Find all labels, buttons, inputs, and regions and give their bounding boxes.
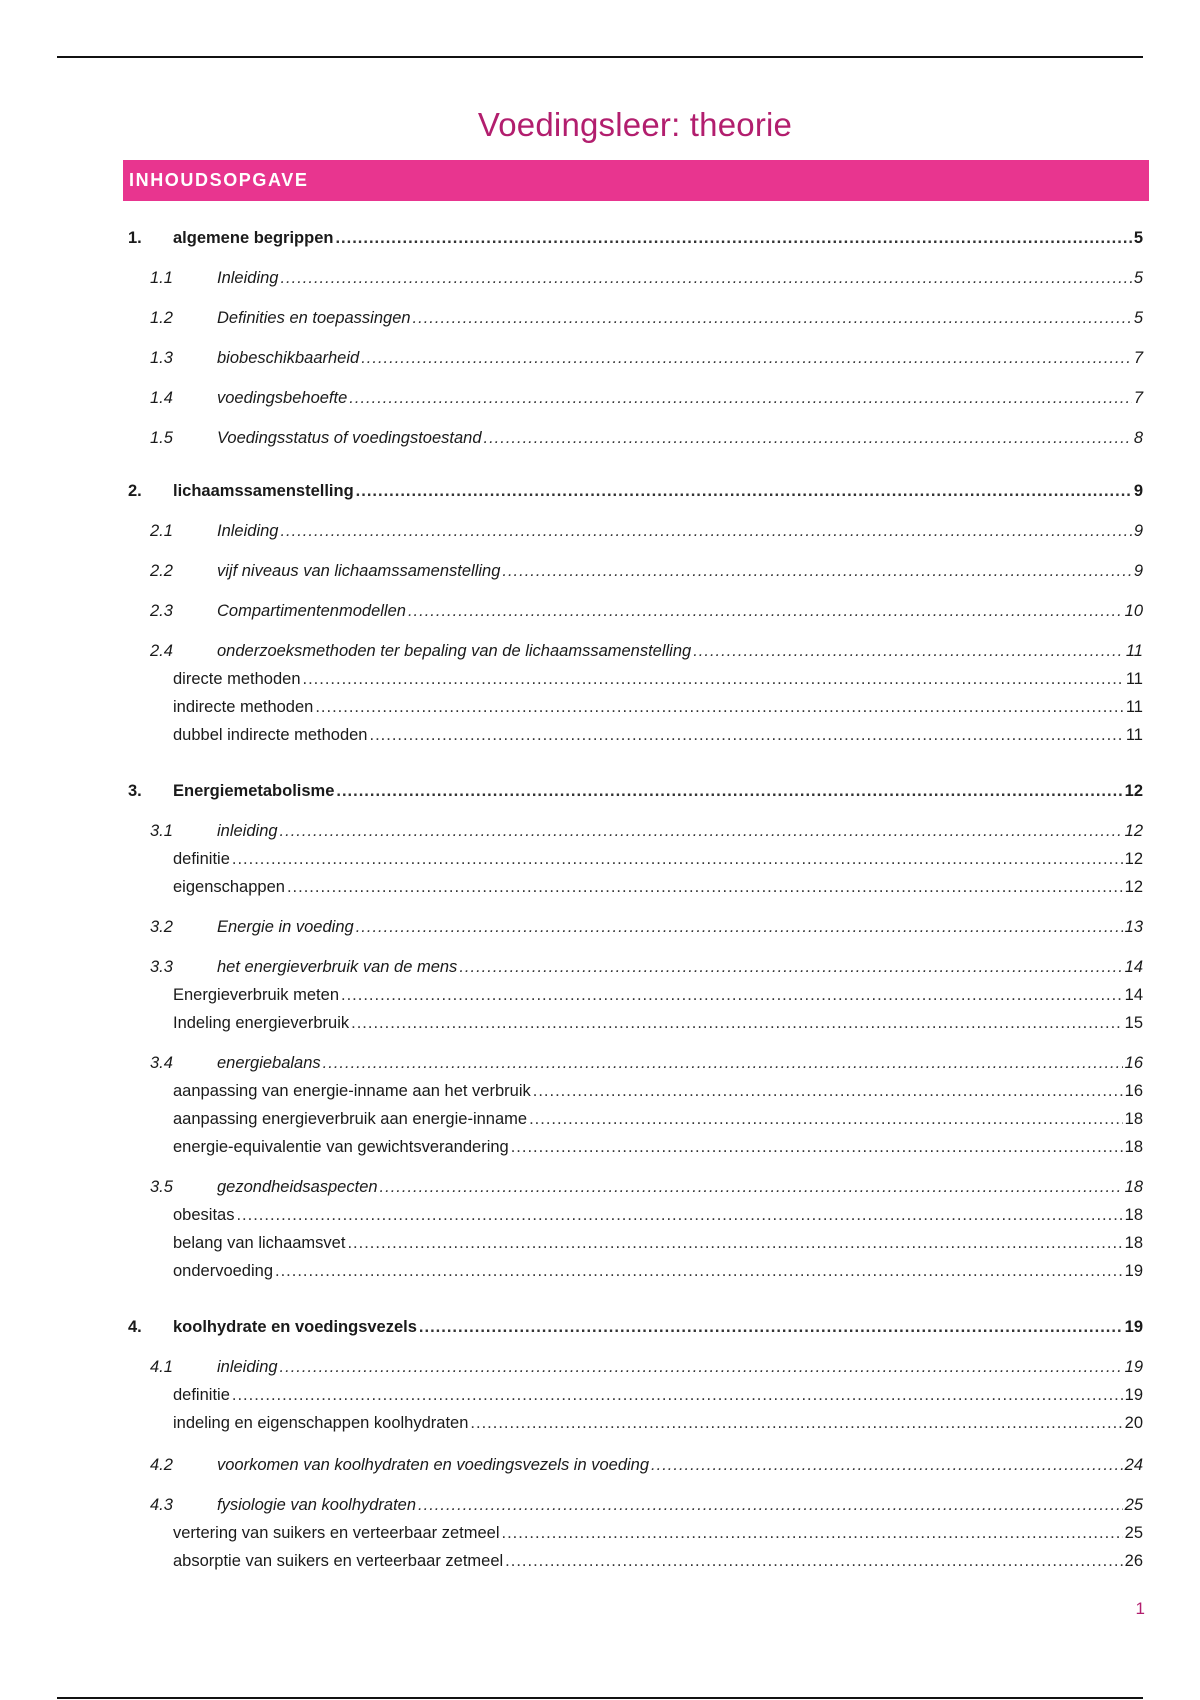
toc-page-number: 19 (1124, 1386, 1143, 1404)
toc-page-number: 11 (1125, 642, 1143, 660)
toc-section[interactable] (0, 599, 1200, 623)
toc-page-number: 12 (1124, 822, 1143, 840)
toc-page-number: 5 (1133, 309, 1143, 327)
toc-page-number: 25 (1124, 1496, 1143, 1514)
toc-title: absorptie van suikers en verteerbaar zetmeel (173, 1552, 504, 1570)
toc-title: vijf niveaus van lichaamssamenstelling (217, 562, 501, 580)
toc-leader-dots (470, 1411, 1122, 1435)
toc-number: 2.1 (150, 522, 173, 540)
toc-section[interactable] (0, 559, 1200, 583)
toc-number: 3. (128, 782, 142, 800)
toc-leader-dots (529, 1107, 1123, 1131)
toc-page-number: 7 (1133, 349, 1143, 367)
toc-title: aanpassing energieverbruik aan energie-inname (173, 1110, 528, 1128)
toc-section[interactable] (0, 346, 1200, 370)
toc-leader-dots (502, 559, 1131, 583)
toc-subsection[interactable] (0, 983, 1200, 1007)
toc-title: Inleiding (217, 522, 279, 540)
toc-title: voorkomen van koolhydraten en voedingsvezels in voeding (217, 1456, 650, 1474)
toc-chapter[interactable] (0, 1315, 1200, 1339)
toc-subsection[interactable] (0, 1203, 1200, 1227)
toc-number: 2.2 (150, 562, 173, 580)
toc-title: aanpassing van energie-inname aan het verbruik (173, 1082, 531, 1100)
toc-leader-dots (236, 1203, 1122, 1227)
toc-title: onderzoeksmethoden ter bepaling van de lichaamssamenstelling (217, 642, 692, 660)
toc-leader-dots (351, 1011, 1123, 1035)
toc-title: Energie in voeding (217, 918, 354, 936)
toc-subsection[interactable] (0, 1135, 1200, 1159)
toc-number: 4.2 (150, 1456, 173, 1474)
toc-page-number: 19 (1124, 1318, 1143, 1336)
toc-number: 2. (128, 482, 142, 500)
toc-leader-dots (315, 695, 1124, 719)
toc-title: Voedingsstatus of voedingstoestand (217, 429, 482, 447)
toc-number: 3.4 (150, 1054, 173, 1072)
toc-section[interactable] (0, 519, 1200, 543)
toc-page-number: 11 (1125, 698, 1143, 716)
toc-page-number: 5 (1133, 269, 1143, 287)
toc-title: eigenschappen (173, 878, 285, 896)
toc-page-number: 18 (1124, 1234, 1143, 1252)
toc-page-number: 10 (1124, 602, 1143, 620)
toc-title: biobeschikbaarheid (217, 349, 360, 367)
toc-number: 3.1 (150, 822, 173, 840)
toc-page-number: 14 (1124, 986, 1143, 1004)
toc-title: fysiologie van koolhydraten (217, 1496, 417, 1514)
toc-subsection[interactable] (0, 695, 1200, 719)
toc-leader-dots (349, 386, 1132, 410)
toc-leader-dots (419, 1315, 1123, 1339)
toc-title: Inleiding (217, 269, 279, 287)
toc-section[interactable] (0, 955, 1200, 979)
toc-title: obesitas (173, 1206, 235, 1224)
toc-page-number: 11 (1125, 670, 1143, 688)
toc-leader-dots (413, 306, 1132, 330)
toc-number: 1.4 (150, 389, 173, 407)
toc-leader-dots (323, 1051, 1123, 1075)
toc-subsection[interactable] (0, 1259, 1200, 1283)
toc-page-number: 18 (1124, 1178, 1143, 1196)
toc-page-number: 16 (1124, 1054, 1143, 1072)
toc-leader-dots (303, 667, 1124, 691)
toc-title: inleiding (217, 1358, 278, 1376)
toc-leader-dots (280, 266, 1131, 290)
toc-leader-dots (341, 983, 1123, 1007)
toc-leader-dots (484, 426, 1132, 450)
toc-title: gezondheidsaspecten (217, 1178, 378, 1196)
toc-page-number: 12 (1124, 850, 1143, 868)
toc-subsection[interactable] (0, 1521, 1200, 1545)
toc-title: ondervoeding (173, 1262, 273, 1280)
toc-section[interactable] (0, 915, 1200, 939)
toc-number: 3.2 (150, 918, 173, 936)
toc-title: Indeling energieverbruik (173, 1014, 350, 1032)
toc-title: Compartimentenmodellen (217, 602, 406, 620)
toc-leader-dots (287, 875, 1123, 899)
toc-section[interactable] (0, 1493, 1200, 1517)
toc-page-number: 26 (1124, 1552, 1143, 1570)
toc-page-number: 9 (1133, 562, 1143, 580)
toc-title: energie-equivalentie van gewichtsverandering (173, 1138, 509, 1156)
toc-title: Energieverbruik meten (173, 986, 339, 1004)
toc-leader-dots (502, 1521, 1123, 1545)
toc-leader-dots (232, 1383, 1123, 1407)
toc-page-number: 12 (1124, 878, 1143, 896)
toc-number: 2.3 (150, 602, 173, 620)
toc-title: directe methoden (173, 670, 301, 688)
toc-number: 3.3 (150, 958, 173, 976)
toc-section[interactable] (0, 1175, 1200, 1199)
toc-page-number: 8 (1133, 429, 1143, 447)
toc-title: koolhydrate en voedingsvezels (173, 1318, 417, 1336)
toc-section[interactable] (0, 1355, 1200, 1379)
toc-page-number: 24 (1124, 1456, 1143, 1474)
toc-page-number: 12 (1124, 782, 1143, 800)
toc-leader-dots (651, 1453, 1123, 1477)
toc-title: definitie (173, 850, 230, 868)
toc-page-number: 14 (1124, 958, 1143, 976)
toc-heading: INHOUDSOPGAVE (123, 160, 1149, 201)
toc-page-number: 20 (1124, 1414, 1143, 1432)
toc-number: 1. (128, 229, 142, 247)
toc-number: 4.1 (150, 1358, 173, 1376)
toc-leader-dots (280, 1355, 1123, 1379)
toc-subsection[interactable] (0, 1549, 1200, 1573)
toc-leader-dots (533, 1079, 1123, 1103)
toc-number: 1.3 (150, 349, 173, 367)
toc-leader-dots (275, 1259, 1123, 1283)
toc-page-number: 16 (1124, 1082, 1143, 1100)
toc-page-number: 5 (1133, 229, 1143, 247)
toc-leader-dots (336, 779, 1122, 803)
header-rule (57, 56, 1143, 58)
toc-title: Energiemetabolisme (173, 782, 335, 800)
toc-leader-dots (380, 1175, 1123, 1199)
toc-leader-dots (280, 819, 1123, 843)
toc-section[interactable] (0, 819, 1200, 843)
toc-chapter[interactable] (0, 479, 1200, 503)
page-number: 1 (1135, 1599, 1145, 1618)
toc-leader-dots (369, 723, 1123, 747)
toc-section[interactable] (0, 639, 1200, 663)
toc-title: energiebalans (217, 1054, 321, 1072)
toc-leader-dots (356, 479, 1132, 503)
toc-leader-dots (335, 226, 1131, 250)
document-title: Voedingsleer: theorie (477, 106, 793, 143)
toc-page-number: 18 (1124, 1206, 1143, 1224)
toc-number: 3.5 (150, 1178, 173, 1196)
toc-page-number: 18 (1124, 1138, 1143, 1156)
toc-page-number: 18 (1124, 1110, 1143, 1128)
toc-leader-dots (511, 1135, 1123, 1159)
toc-leader-dots (408, 599, 1123, 623)
toc-title: algemene begrippen (173, 229, 334, 247)
toc-number: 2.4 (150, 642, 173, 660)
toc-page-number: 9 (1133, 482, 1143, 500)
toc-leader-dots (356, 915, 1123, 939)
toc-subsection[interactable] (0, 1411, 1200, 1435)
toc-subsection[interactable] (0, 1383, 1200, 1407)
toc-leader-dots (459, 955, 1122, 979)
toc-title: indeling en eigenschappen koolhydraten (173, 1414, 469, 1432)
toc-page-number: 9 (1133, 522, 1143, 540)
toc-subsection[interactable] (0, 723, 1200, 747)
toc-page-number: 19 (1124, 1358, 1143, 1376)
toc-title: Definities en toepassingen (217, 309, 411, 327)
toc-subsection[interactable] (0, 847, 1200, 871)
toc-chapter[interactable] (0, 226, 1200, 250)
toc-leader-dots (232, 847, 1123, 871)
toc-leader-dots (505, 1549, 1122, 1573)
toc-subsection[interactable] (0, 1231, 1200, 1255)
toc-title: het energieverbruik van de mens (217, 958, 458, 976)
toc-number: 4. (128, 1318, 142, 1336)
toc-section[interactable] (0, 266, 1200, 290)
toc-title: indirecte methoden (173, 698, 314, 716)
toc-leader-dots (347, 1231, 1122, 1255)
toc-title: dubbel indirecte methoden (173, 726, 368, 744)
toc-leader-dots (418, 1493, 1123, 1517)
toc-title: belang van lichaamsvet (173, 1234, 346, 1252)
toc-subsection[interactable] (0, 667, 1200, 691)
toc-number: 1.2 (150, 309, 173, 327)
toc-title: inleiding (217, 822, 278, 840)
toc-title: definitie (173, 1386, 230, 1404)
toc-section[interactable] (0, 386, 1200, 410)
toc-page-number: 15 (1124, 1014, 1143, 1032)
toc-subsection[interactable] (0, 1079, 1200, 1103)
footer-rule (57, 1697, 1143, 1699)
toc-title: lichaamssamenstelling (173, 482, 354, 500)
toc-section[interactable] (0, 306, 1200, 330)
toc-number: 1.1 (150, 269, 173, 287)
toc-section[interactable] (0, 426, 1200, 450)
toc-section[interactable] (0, 1051, 1200, 1075)
toc-number: 4.3 (150, 1496, 173, 1514)
toc-leader-dots (280, 519, 1131, 543)
toc-title: voedingsbehoefte (217, 389, 348, 407)
toc-page-number: 7 (1133, 389, 1143, 407)
toc-section[interactable] (0, 1453, 1200, 1477)
toc-title: vertering van suikers en verteerbaar zetmeel (173, 1524, 500, 1542)
toc-number: 1.5 (150, 429, 173, 447)
toc-subsection[interactable] (0, 875, 1200, 899)
toc-leader-dots (693, 639, 1124, 663)
toc-subsection[interactable] (0, 1011, 1200, 1035)
toc-chapter[interactable] (0, 779, 1200, 803)
toc-page-number: 13 (1124, 918, 1143, 936)
toc-leader-dots (361, 346, 1132, 370)
toc-page-number: 25 (1124, 1524, 1143, 1542)
toc-subsection[interactable] (0, 1107, 1200, 1131)
toc-page-number: 19 (1124, 1262, 1143, 1280)
toc-page-number: 11 (1125, 726, 1143, 744)
